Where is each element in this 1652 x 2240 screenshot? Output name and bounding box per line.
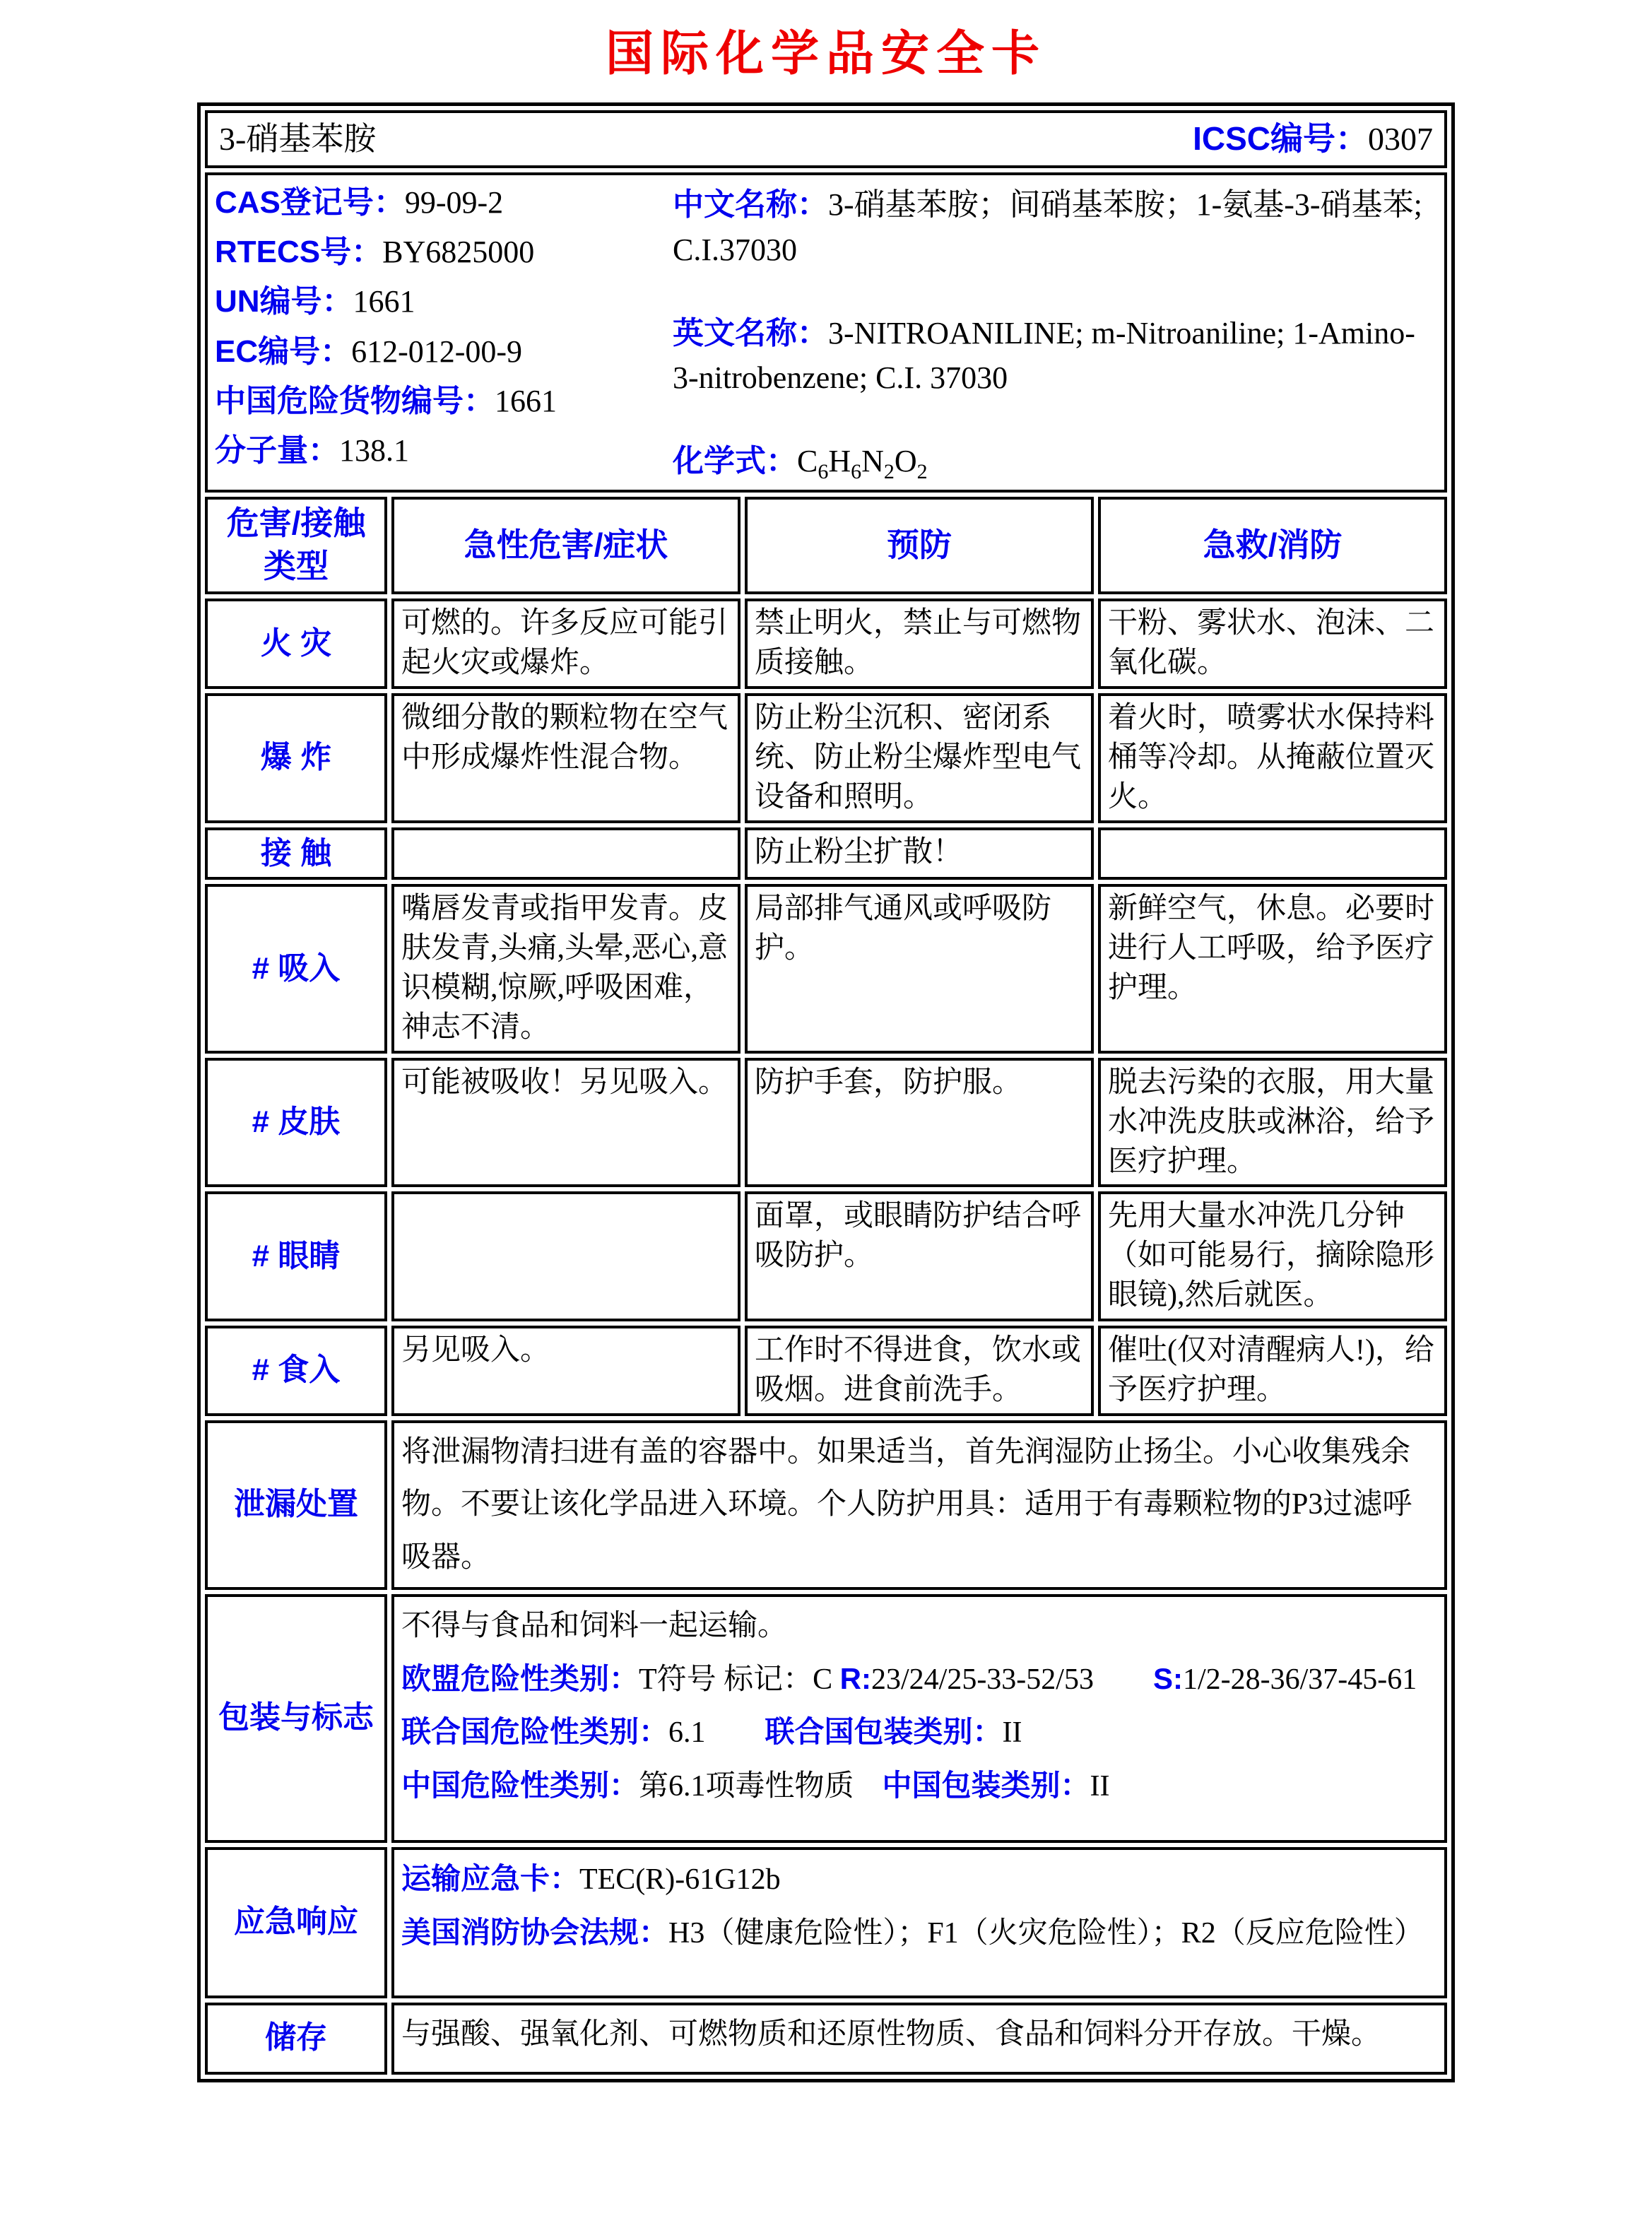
cas-number-label: CAS登记号： (214, 185, 405, 220)
packaging-content-cell (391, 1594, 1447, 1843)
rtecs-number (215, 232, 673, 272)
section-row-spill (205, 1420, 1447, 1590)
english-name-label: 英文名称： (672, 315, 828, 350)
response-cell (1098, 827, 1447, 880)
packaging-transport-note: 不得与食品和饲料一起运输。 (401, 1609, 787, 1642)
s-phrases-label: S: (1152, 1661, 1183, 1695)
section-label-cell: 包装与标志 (205, 1594, 387, 1843)
hazard-type-cell: 火 灾 (205, 599, 387, 689)
r-phrases-label: R: (839, 1661, 871, 1695)
rtecs-number-label: RTECS号： (214, 235, 383, 270)
molecular-weight (215, 430, 673, 471)
response-cell: 着火时，喷雾状水保持料桶等冷却。从掩蔽位置灭火。 (1098, 693, 1447, 823)
chemical-formula-line (673, 439, 1437, 487)
prevention-cell: 局部排气通风或呼吸防护。 (745, 884, 1094, 1053)
response-cell: 催吐(仅对清醒病人!)，给予医疗护理。 (1098, 1326, 1447, 1416)
section-label-cell: 储存 (205, 2003, 387, 2075)
cn-packing-group-value: II (1090, 1770, 1110, 1803)
chemical-formula-label: 化学式： (672, 444, 797, 479)
chinese-name-value: 3-硝基苯胺；间硝基苯胺；1-氨基-3-硝基苯; C.I.37030 (672, 187, 1422, 267)
nfpa-value: H3（健康危险性）；F1（火灾危险性）；R2（反应危险性） (668, 1916, 1424, 1950)
registry-numbers (215, 178, 673, 487)
un-packing-group-value: II (1002, 1716, 1022, 1750)
tec-card-value: TEC(R)-61G12b (579, 1863, 781, 1896)
storage-content-cell (391, 2003, 1447, 2075)
identification-cell (205, 172, 1447, 493)
hazard-header-row (205, 497, 1447, 594)
hazard-type-cell: # 皮肤 (205, 1058, 387, 1188)
icsc-number-group (1193, 117, 1433, 160)
china-dg-number-label: 中国危险货物编号： (214, 383, 495, 418)
hazard-type-cell: 接 触 (205, 827, 387, 880)
un-number (215, 281, 673, 322)
un-number-value: 1661 (353, 284, 415, 319)
hazard-header-response: 急救/消防 (1098, 497, 1447, 594)
response-cell: 先用大量水冲洗几分钟（如可能易行，摘除隐形眼镜),然后就医。 (1098, 1191, 1447, 1321)
english-name-value: 3-NITROANILINE; m-Nitroaniline; 1-Amino-3-nitrobenzene; C.I. 37030 (672, 315, 1415, 396)
molecular-weight-value: 138.1 (338, 432, 409, 468)
spill-content-cell (391, 1420, 1447, 1590)
hazard-row-explosion (205, 693, 1447, 823)
response-cell: 干粉、雾状水、泡沫、二氧化碳。 (1098, 599, 1447, 689)
spill-content: 将泄漏物清扫进有盖的容器中。如果适当，首先润湿防止扬尘。小心收集残余物。不要让该化学品进入环境。个人防护用具：适用于有毒颗粒物的P3过滤呼吸器。 (401, 1435, 1412, 1574)
symptoms-cell: 微细分散的颗粒物在空气中形成爆炸性混合物。 (391, 693, 741, 823)
page-title: 国际化学品安全卡 (605, 27, 1046, 81)
symptoms-cell (391, 827, 741, 880)
hazard-row-exposure (205, 827, 1447, 880)
symptoms-cell: 可燃的。许多反应可能引起火灾或爆炸。 (391, 599, 741, 689)
un-hazard-class-value: 6.1 (668, 1716, 706, 1750)
chemical-name: 3-硝基苯胺 (218, 121, 377, 158)
hazard-row-inhalation (205, 884, 1447, 1053)
chemical-formula: $C_6H_6N_2O_2$ (796, 444, 928, 483)
safety-card-table (197, 102, 1455, 2082)
un-class-line (401, 1706, 1437, 1759)
eu-hazard-class-value: T符号 标记：C (638, 1663, 840, 1696)
cn-packing-group-label: 中国包装类别： (882, 1769, 1090, 1803)
symptoms-cell (391, 1191, 741, 1321)
section-label-cell: 泄漏处置 (205, 1420, 387, 1590)
tec-card-line (401, 1853, 1437, 1906)
icsc-number-label: ICSC编号： (1193, 120, 1369, 158)
eu-hazard-class-label: 欧盟危险性类别： (401, 1661, 639, 1695)
cn-hazard-class-value: 第6.1项毒性物质 (638, 1770, 854, 1803)
symptoms-cell: 另见吸入。 (391, 1326, 741, 1416)
card-header-cell (205, 110, 1447, 168)
chinese-name (673, 182, 1437, 273)
prevention-cell: 防止粉尘扩散！ (745, 827, 1094, 880)
identification-row (205, 172, 1447, 493)
chinese-name-label: 中文名称： (672, 187, 828, 222)
nfpa-label: 美国消防协会法规： (401, 1915, 668, 1949)
hazard-type-cell: # 吸入 (205, 884, 387, 1053)
hazard-row-skin (205, 1058, 1447, 1188)
prevention-cell: 防护手套，防护服。 (745, 1058, 1094, 1188)
hazard-header-prevention: 预防 (745, 497, 1094, 594)
english-name (673, 311, 1437, 401)
emergency-content-cell (391, 1847, 1447, 1998)
rtecs-number-value: BY6825000 (382, 235, 535, 270)
icsc-number-value: 0307 (1368, 121, 1434, 158)
section-row-packaging (205, 1594, 1447, 1843)
ec-number-label: EC编号： (214, 334, 352, 369)
china-dg-number-value: 1661 (494, 383, 557, 418)
chemical-names (673, 178, 1437, 487)
section-row-emergency (205, 1847, 1447, 1998)
section-label-cell: 应急响应 (205, 1847, 387, 1998)
eu-hazard-class-line (401, 1653, 1437, 1706)
hazard-row-ingestion (205, 1326, 1447, 1416)
response-cell: 新鲜空气，休息。必要时进行人工呼吸，给予医疗护理。 (1098, 884, 1447, 1053)
hazard-row-eyes (205, 1191, 1447, 1321)
cas-number (215, 182, 673, 223)
prevention-cell: 禁止明火，禁止与可燃物质接触。 (745, 599, 1094, 689)
s-phrases-value: 1/2-28-36/37-45-61 (1182, 1663, 1417, 1696)
ec-number-value: 612-012-00-9 (351, 334, 523, 369)
hazard-type-cell: 爆 炸 (205, 693, 387, 823)
tec-card-label: 运输应急卡： (401, 1861, 579, 1895)
prevention-cell: 工作时不得进食，饮水或吸烟。进食前洗手。 (745, 1326, 1094, 1416)
hazard-row-fire (205, 599, 1447, 689)
un-number-label: UN编号： (214, 284, 353, 319)
cas-number-value: 99-09-2 (404, 185, 504, 220)
hazard-type-cell: # 食入 (205, 1326, 387, 1416)
r-phrases-value: 23/24/25-33-52/53 (871, 1663, 1094, 1696)
prevention-cell: 防止粉尘沉积、密闭系统、防止粉尘爆炸型电气设备和照明。 (745, 693, 1094, 823)
prevention-cell: 面罩，或眼睛防护结合呼吸防护。 (745, 1191, 1094, 1321)
cn-class-line (401, 1759, 1437, 1813)
molecular-weight-label: 分子量： (214, 432, 339, 468)
nfpa-line (401, 1906, 1437, 1960)
card-header-row (205, 110, 1447, 168)
un-packing-group-label: 联合国包装类别： (765, 1715, 1003, 1749)
un-hazard-class-label: 联合国危险性类别： (401, 1715, 668, 1749)
hazard-type-cell: # 眼睛 (205, 1191, 387, 1321)
section-row-storage (205, 2003, 1447, 2075)
symptoms-cell: 可能被吸收！另见吸入。 (391, 1058, 741, 1188)
symptoms-cell: 嘴唇发青或指甲发青。皮肤发青,头痛,头晕,恶心,意识模糊,惊厥,呼吸困难，神志不清。 (391, 884, 741, 1053)
hazard-header-type: 危害/接触类型 (205, 497, 387, 594)
cn-hazard-class-label: 中国危险性类别： (401, 1769, 639, 1803)
ec-number (215, 331, 673, 372)
response-cell: 脱去污染的衣服，用大量水冲洗皮肤或淋浴，给予医疗护理。 (1098, 1058, 1447, 1188)
china-dg-number (215, 381, 673, 421)
hazard-header-symptoms: 急性危害/症状 (391, 497, 741, 594)
storage-content: 与强酸、强氧化剂、可燃物质和还原性物质、食品和饲料分开存放。干燥。 (401, 2017, 1381, 2051)
